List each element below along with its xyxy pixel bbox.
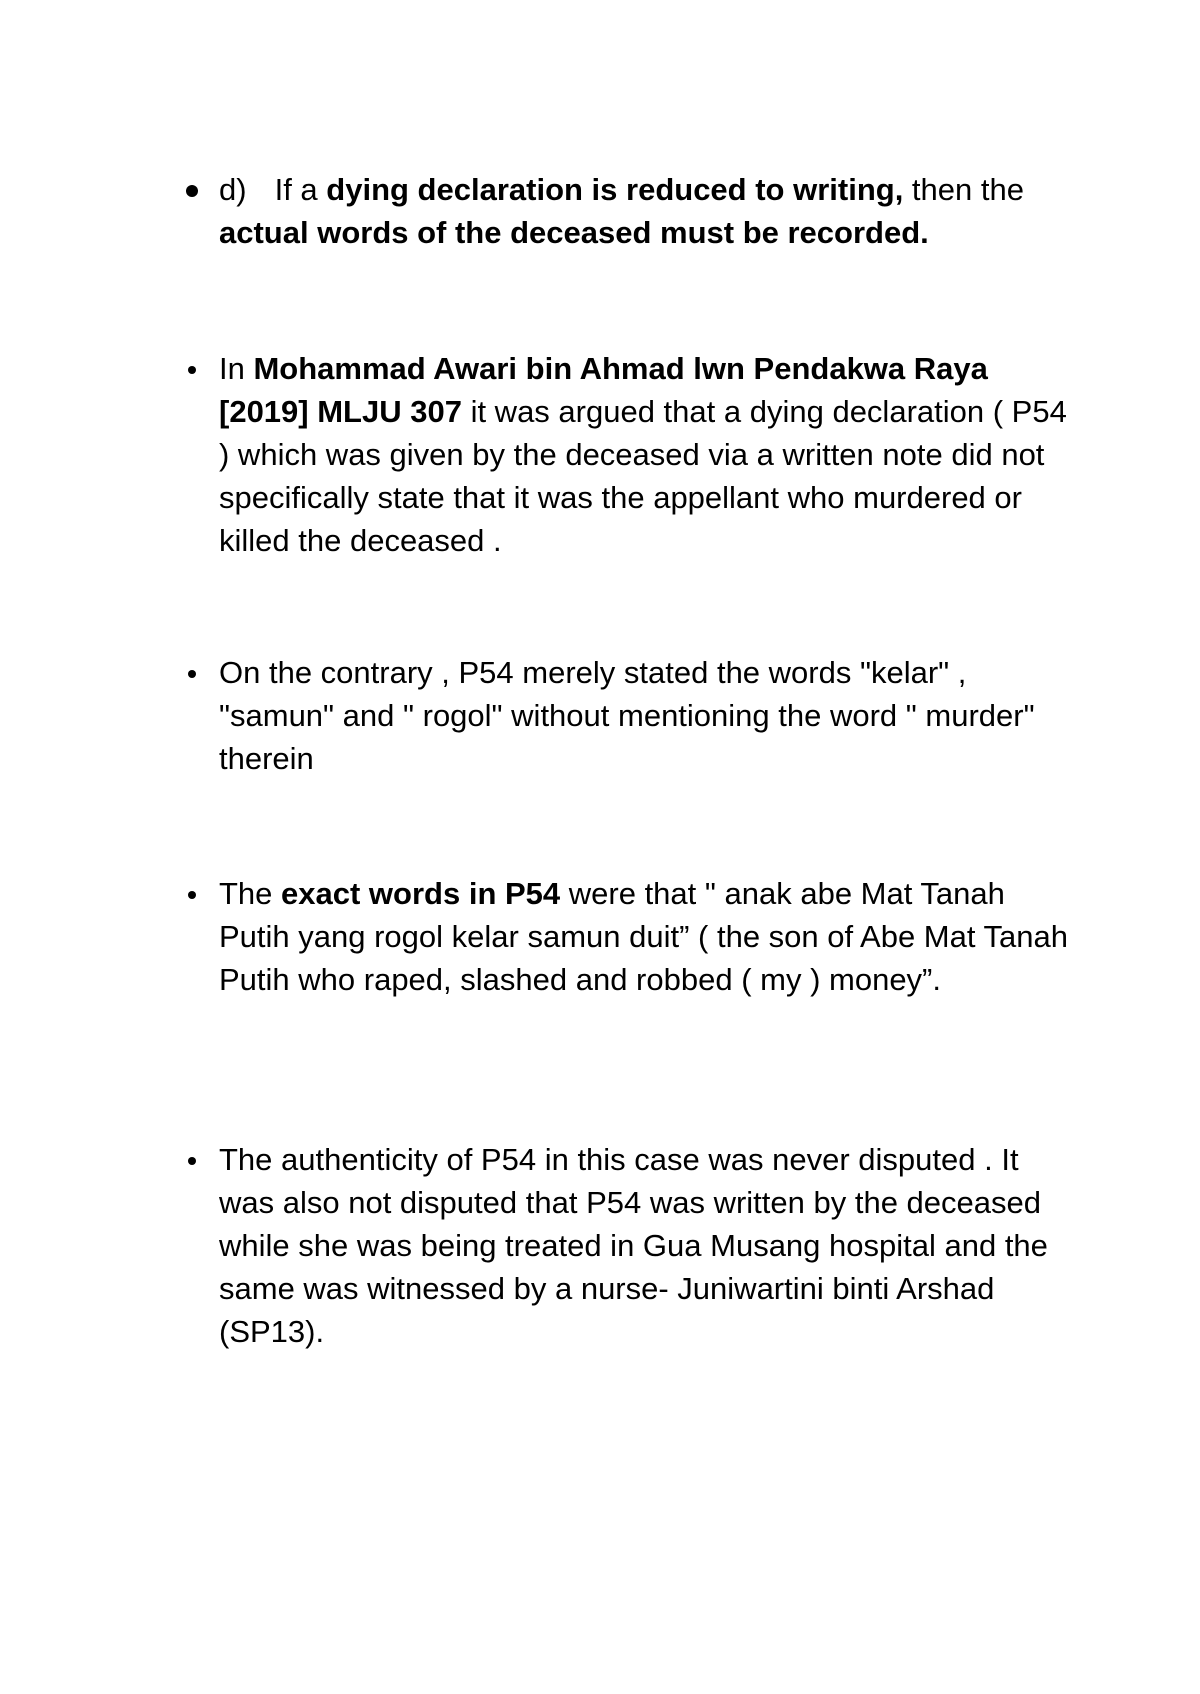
list-item [219, 347, 1079, 562]
text-segment: On the contrary , P54 merely stated the words "kelar" , "samun" and " rogol" without mentioning the word " murder" therein [219, 655, 1035, 776]
text-segment: If a [274, 172, 327, 207]
bullet-dot-icon [188, 366, 196, 374]
bullet-dot-icon [188, 670, 196, 678]
bullet-dot-icon [188, 1157, 196, 1165]
list-item [219, 1138, 1079, 1353]
bullet-dot-icon [186, 185, 198, 197]
bold-text-segment: actual words of the deceased must be recorded. [219, 215, 929, 250]
bold-text-segment: Mohammad Awari bin Ahmad lwn Pendakwa Raya [2019] MLJU 307 [219, 351, 988, 429]
list-item-text [219, 655, 1035, 776]
list-item-text [219, 1142, 1048, 1349]
text-segment: In [219, 351, 254, 386]
text-segment: The authenticity of P54 in this case was never disputed . It was also not disputed that P54 was written by the deceased while she was being treated in Gua Musang hospital and the same was witnessed by a nurse- Juniwartini binti Arshad (SP13). [219, 1142, 1048, 1349]
list-item-text [219, 876, 1068, 997]
item-prefix: d) [219, 172, 247, 207]
list-item-text [219, 351, 1067, 558]
bold-text-segment: dying declaration is reduced to writing, [326, 172, 904, 207]
text-segment: were that " anak abe Mat Tanah Putih yang rogol kelar samun duit” ( the son of Abe Mat Tanah Putih who raped, slashed and robbed ( my ) money”. [219, 876, 1068, 997]
list-item [219, 872, 1079, 1001]
text-segment: it was argued that a dying declaration ( P54 ) which was given by the deceased via a written note did not specifically state that it was the appellant who murdered or killed the deceased . [219, 394, 1067, 558]
text-segment: then the [903, 172, 1024, 207]
bold-text-segment: exact words in P54 [281, 876, 561, 911]
bullet-dot-icon [188, 891, 196, 899]
list-item [219, 651, 1079, 780]
text-segment: The [219, 876, 282, 911]
list-item-text [219, 172, 1024, 250]
list-item [219, 168, 1079, 254]
